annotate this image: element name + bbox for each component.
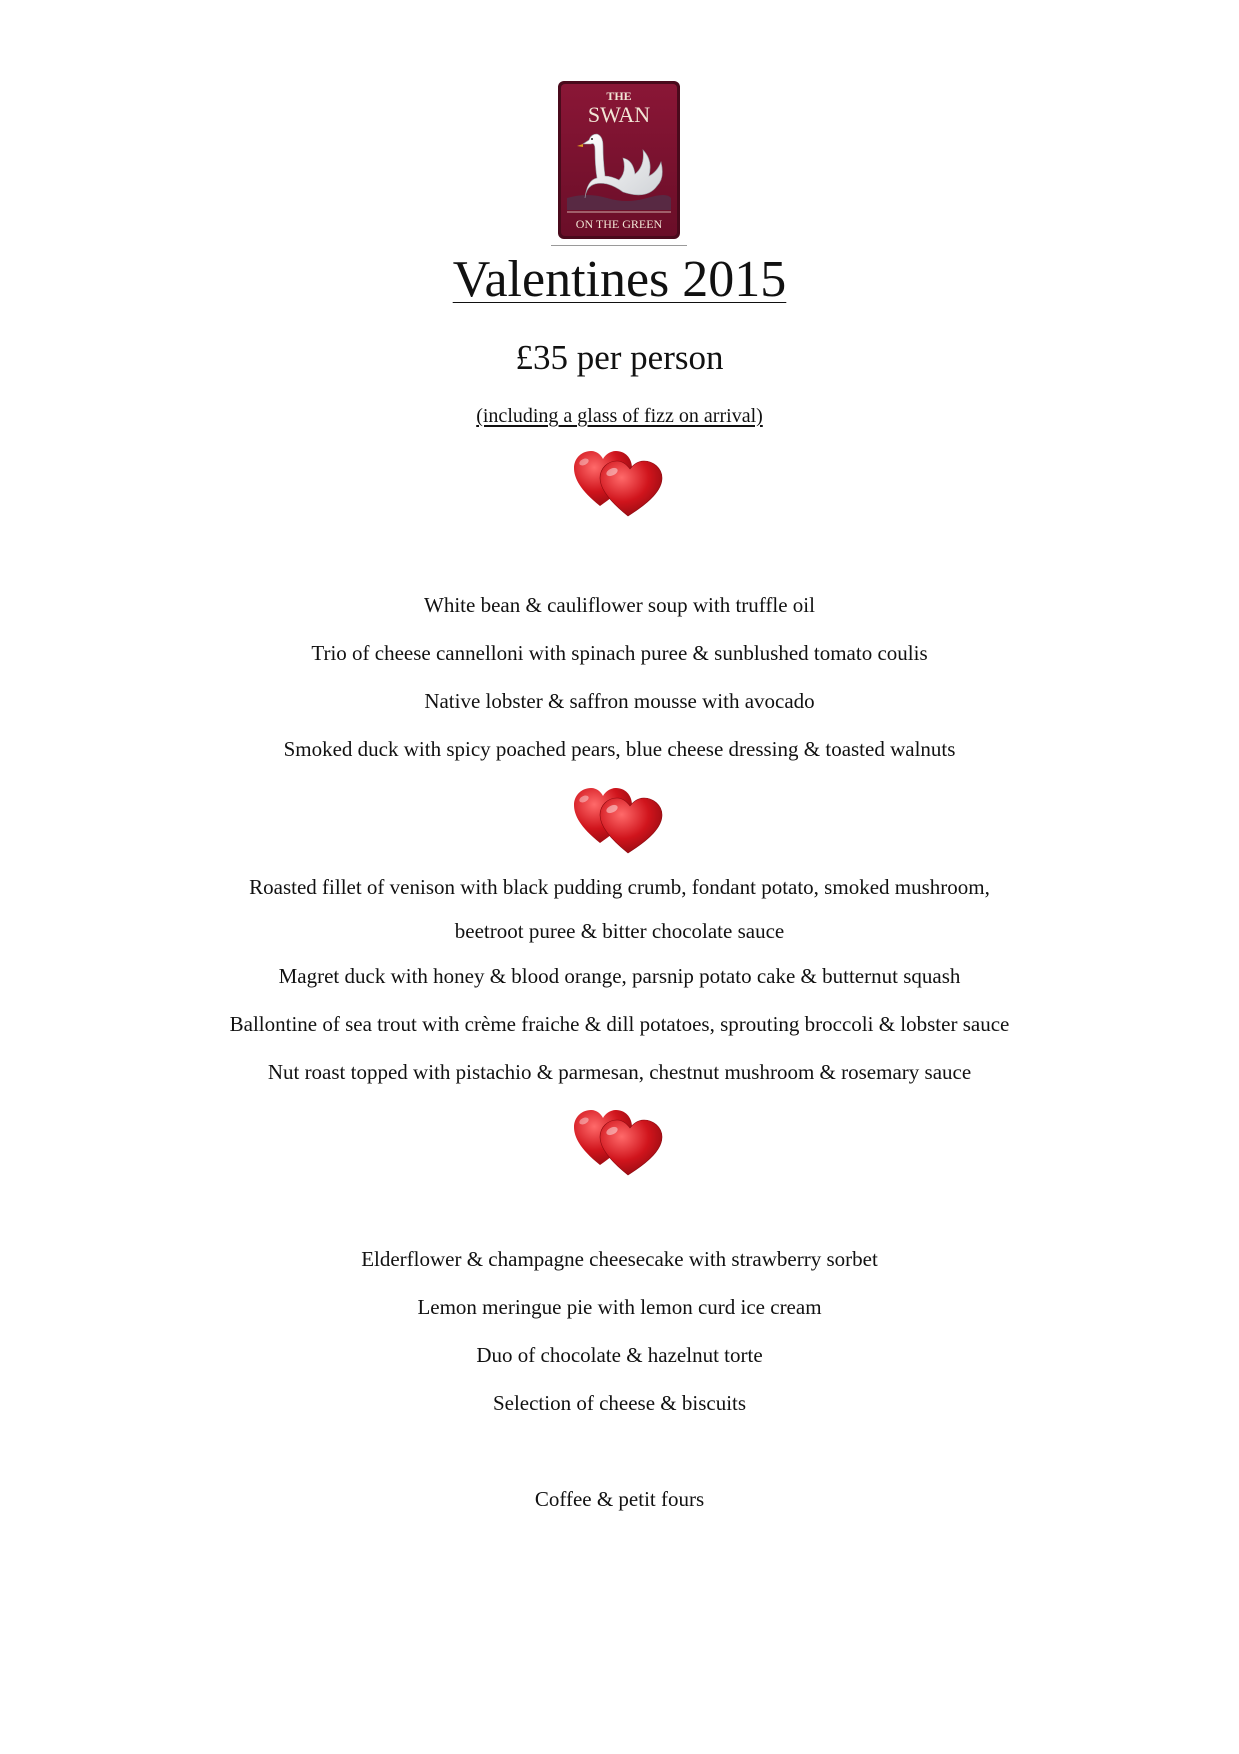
logo-underline [551,245,687,246]
hearts-divider-icon [572,1107,666,1177]
dessert-item: Elderflower & champagne cheesecake with strawberry sorbet [361,1247,878,1271]
main-item: Ballontine of sea trout with crème fraiche & dill potatoes, sprouting broccoli & lobster sauce [229,1012,1010,1036]
coffee-line: Coffee & petit fours [534,1487,705,1511]
swan-logo [557,80,681,240]
main-item: Roasted fillet of venison with black pudding crumb, fondant potato, smoked mushroom, [249,875,990,899]
starter-item: White bean & cauliflower soup with truffle oil [424,593,815,617]
hearts-divider-icon [572,785,666,855]
price-per-person: £35 per person [515,338,724,377]
main-item: Magret duck with honey & blood orange, parsnip potato cake & butternut squash [278,964,961,988]
logo-top-text: THE [606,89,632,103]
starter-item: Smoked duck with spicy poached pears, blue cheese dressing & toasted walnuts [283,737,956,761]
starter-item: Trio of cheese cannelloni with spinach puree & sunblushed tomato coulis [311,641,928,665]
hearts-divider-icon [572,448,666,518]
main-item: Nut roast topped with pistachio & parmesan, chestnut mushroom & rosemary sauce [267,1060,972,1084]
logo-bottom-text: ON THE GREEN [575,217,663,231]
starter-item: Native lobster & saffron mousse with avocado [424,689,815,713]
main-item-continued: beetroot puree & bitter chocolate sauce [454,919,785,943]
dessert-item: Lemon meringue pie with lemon curd ice cream [417,1295,822,1319]
logo-name-text: SWAN [587,102,651,127]
dessert-item: Selection of cheese & biscuits [492,1391,747,1415]
fizz-note: (including a glass of fizz on arrival) [476,405,763,427]
dessert-item: Duo of chocolate & hazelnut torte [476,1343,763,1367]
menu-title: Valentines 2015 [452,251,787,308]
